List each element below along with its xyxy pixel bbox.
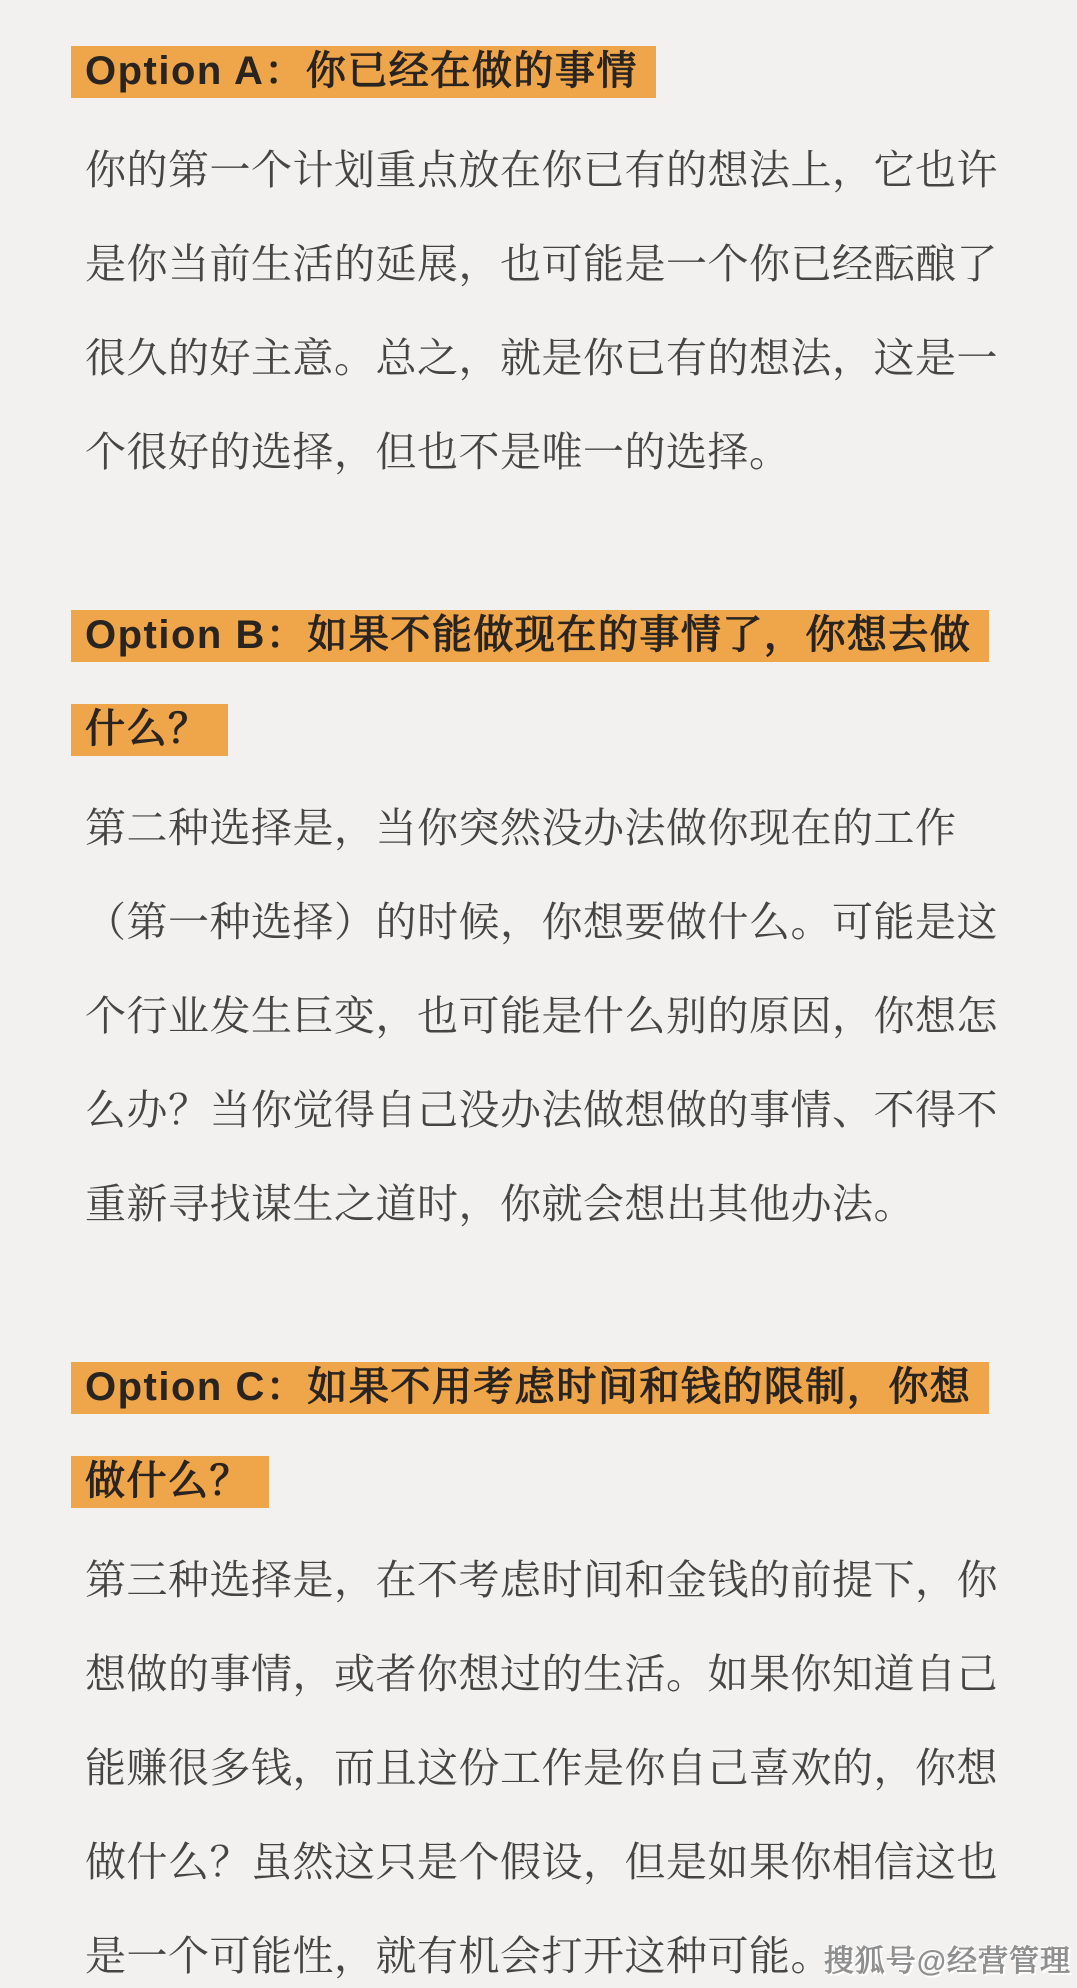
option-a-heading-line bbox=[85, 25, 1037, 119]
option-c-heading-highlight: 做什么？ bbox=[71, 1456, 269, 1508]
option-b-heading-line bbox=[85, 589, 1037, 683]
option-b-body-line: 重新寻找谋生之道时，你就会想出其他办法。 bbox=[85, 1180, 915, 1227]
option-b-heading-highlight: Option B：如果不能做现在的事情了，你想去做 bbox=[71, 610, 989, 662]
option-c-body-line: 做什么？虽然这只是个假设，但是如果你相信这也 bbox=[85, 1838, 998, 1885]
option-b-body-line: （第一种选择）的时候，你想要做什么。可能是这 bbox=[85, 898, 998, 945]
option-c-heading-line bbox=[85, 1435, 1037, 1529]
section-option-b bbox=[85, 589, 1037, 1247]
option-b-heading-line bbox=[85, 683, 1037, 777]
option-a-body-line: 是你当前生活的延展，也可能是一个你已经酝酿了 bbox=[85, 240, 998, 287]
option-a-body-line: 很久的好主意。总之，就是你已有的想法，这是一 bbox=[85, 334, 998, 381]
sohu-watermark: 搜狐号@经营管理 bbox=[823, 1945, 1071, 1978]
option-c-body-line: 想做的事情，或者你想过的生活。如果你知道自己 bbox=[85, 1650, 998, 1697]
option-c-heading-highlight: Option C：如果不用考虑时间和钱的限制，你想 bbox=[71, 1362, 989, 1414]
article-sections bbox=[85, 25, 1037, 1988]
option-b-heading-highlight: 什么？ bbox=[71, 704, 228, 756]
section-option-c bbox=[85, 1341, 1037, 1988]
option-c-heading-line bbox=[85, 1341, 1037, 1435]
option-a-body-line: 个很好的选择，但也不是唯一的选择。 bbox=[85, 428, 791, 475]
option-a-body-line: 你的第一个计划重点放在你已有的想法上，它也许 bbox=[85, 146, 998, 193]
option-b-body-line: 个行业发生巨变，也可能是什么别的原因，你想怎 bbox=[85, 992, 998, 1039]
option-b-body-line: 第二种选择是，当你突然没办法做你现在的工作 bbox=[85, 804, 957, 851]
option-c-body-line: 能赚很多钱，而且这份工作是你自己喜欢的，你想 bbox=[85, 1744, 998, 1791]
option-a-heading-highlight: Option A：你已经在做的事情 bbox=[71, 46, 656, 98]
option-c-body-line: 是一个可能性，就有机会打开这种可能。 bbox=[85, 1932, 832, 1979]
option-c-body-line: 第三种选择是，在不考虑时间和金钱的前提下，你 bbox=[85, 1556, 998, 1603]
section-option-a bbox=[85, 25, 1037, 495]
option-b-body-line: 么办？当你觉得自己没办法做想做的事情、不得不 bbox=[85, 1086, 998, 1133]
